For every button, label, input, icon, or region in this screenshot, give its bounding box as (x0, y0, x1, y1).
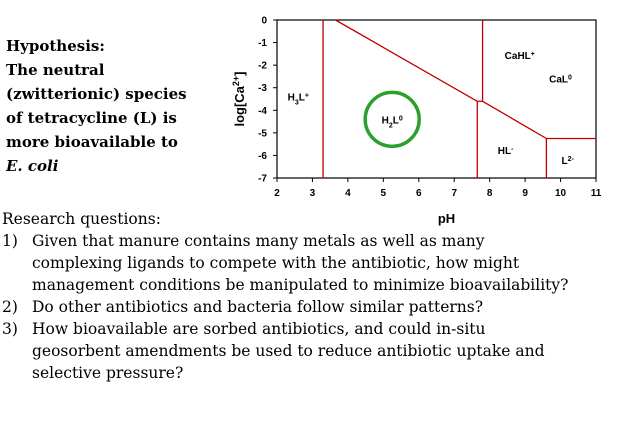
question-1 (2, 230, 638, 296)
hypothesis-line: more bioavailable to (6, 133, 178, 151)
x-tick-label: 2 (274, 188, 280, 199)
question-number: 3) (2, 320, 18, 338)
y-axis-label-text: log[Ca (232, 86, 247, 127)
region-label-sup: + (530, 50, 535, 58)
region-label-base2: L (392, 115, 399, 127)
research-heading: Research questions: (2, 210, 161, 228)
y-tick-label: -3 (258, 83, 267, 95)
question-number: 2) (2, 298, 18, 316)
phase-boundary (335, 20, 477, 101)
region-label (288, 92, 309, 106)
region-label-base: H (381, 115, 389, 127)
x-tick-label: 3 (309, 188, 316, 199)
hypothesis-block (6, 34, 216, 178)
phase-boundary (483, 101, 547, 138)
region-label-base: H (287, 92, 295, 104)
x-axis-label: pH (437, 211, 456, 226)
question-line: complexing ligands to compete with the antibiotic, how might (32, 254, 520, 272)
x-tick-label: 5 (380, 188, 387, 199)
question-text (32, 318, 638, 384)
hypothesis-organism: E. coli (6, 157, 59, 175)
question-number: 1) (2, 232, 18, 250)
question-line: How bioavailable are sorbed antibiotics, and could in-situ (32, 320, 486, 338)
question-text (32, 296, 638, 318)
x-tick-label: 4 (345, 188, 351, 199)
region-label-base2: L (298, 92, 305, 104)
x-tick-label: 9 (522, 188, 528, 199)
hypothesis-line: Hypothesis: (6, 37, 105, 55)
x-tick-label: 10 (554, 188, 567, 199)
region-label (505, 50, 535, 62)
region-label-sub: 2 (388, 121, 393, 129)
region-label-sup: 2- (567, 155, 574, 163)
x-tick-label: 7 (451, 188, 458, 199)
y-tick-label: -2 (258, 60, 267, 72)
region-label-sup: + (304, 92, 309, 100)
question-line: geosorbent amendments be used to reduce antibiotic uptake and (32, 342, 545, 360)
x-tick-label: 11 (590, 188, 602, 199)
y-axis-label-end: ] (232, 71, 247, 76)
y-tick-label: -1 (258, 38, 267, 50)
x-tick-label: 8 (486, 188, 493, 199)
region-label (382, 115, 403, 129)
plot-frame (277, 20, 596, 178)
research-questions (2, 208, 638, 384)
region-label (549, 74, 572, 86)
region-label (561, 155, 574, 167)
x-tick-label: 6 (415, 188, 422, 199)
question-text (32, 230, 638, 296)
question-line: Given that manure contains many metals as well as many (32, 232, 485, 250)
region-label (498, 145, 514, 157)
y-tick-label: -5 (258, 128, 267, 140)
y-axis-label (231, 71, 247, 126)
region-label-base: HL (497, 145, 512, 157)
question-line: management conditions be manipulated to minimize bioavailability? (32, 276, 569, 294)
region-label-sup: - (511, 145, 514, 153)
region-label-base: L (561, 155, 568, 167)
region-label-sub: 3 (294, 99, 299, 107)
hypothesis-line: of tetracycline (L) is (6, 109, 177, 127)
question-line: Do other antibiotics and bacteria follow similar patterns? (32, 298, 484, 316)
region-label-base: CaHL (504, 50, 531, 62)
region-label-sup: 0 (568, 74, 572, 82)
y-tick-label: -4 (258, 105, 267, 117)
question-2 (2, 296, 638, 318)
speciation-chart (230, 6, 610, 228)
hypothesis-line: The neutral (6, 61, 105, 79)
region-label-base: CaL (549, 74, 569, 86)
region-label-sup: 0 (398, 114, 403, 122)
question-3 (2, 318, 638, 384)
y-tick-label: -6 (258, 150, 267, 162)
question-line: selective pressure? (32, 364, 184, 382)
y-tick-label: 0 (261, 15, 267, 27)
y-axis-label-sup: 2+ (231, 75, 241, 87)
hypothesis-line: (zwitterionic) species (6, 85, 187, 103)
y-tick-label: -7 (258, 173, 267, 185)
